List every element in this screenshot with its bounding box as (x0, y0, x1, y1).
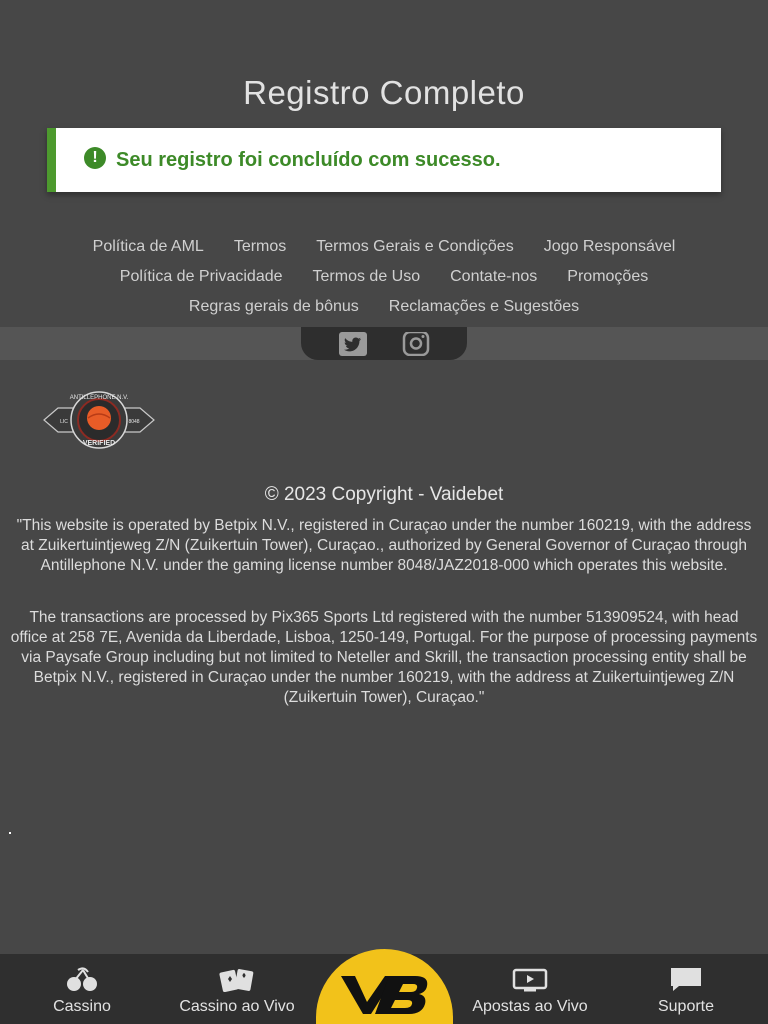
svg-text:LIC: LIC (60, 419, 68, 425)
link-reclamacoes[interactable]: Reclamações e Sugestões (388, 298, 580, 315)
link-politica-privacidade[interactable]: Política de Privacidade (119, 268, 283, 285)
nav-label: Cassino ao Vivo (179, 998, 295, 1015)
footer-links (0, 232, 768, 322)
success-message: Seu registro foi concluído com sucesso. (116, 148, 501, 171)
nav-apostas-ao-vivo[interactable] (458, 954, 602, 1024)
link-contate-nos[interactable]: Contate-nos (450, 268, 538, 285)
legal-text-operator: "This website is operated by Betpix N.V., registered in Curaçao under the number 160219, with the address at Zuikertuintjeweg Z/N (Zuikertuin Tower), Curaçao., authorized by General Governor of Curaçao through Antillephone N.V. under the gaming license number 8048/JAZ2018-000 which operates this website. (16, 517, 752, 574)
link-jogo-responsavel[interactable]: Jogo Responsável (543, 238, 676, 255)
nav-label: Apostas ao Vivo (472, 998, 588, 1015)
link-termos-gerais[interactable]: Termos Gerais e Condições (316, 238, 514, 255)
svg-text:ANTILLEPHONE N.V.: ANTILLEPHONE N.V. (69, 395, 129, 401)
antillephone-verified-badge[interactable] (42, 388, 156, 452)
footer-links-row-1 (0, 232, 768, 262)
footer-links-row-3 (0, 292, 768, 322)
link-termos-de-uso[interactable]: Termos de Uso (312, 268, 421, 285)
chat-bubble-icon (669, 966, 703, 992)
legal-text-transactions: The transactions are processed by Pix365 Sports Ltd registered with the number 513909524, with head office at 258 7E, Avenida da Liberdade, Lisboa, 1250-149, Portugal. For the purpose of processing payments via Paysafe Group including but not limited to Neteller and Skrill, the transaction processing entity shall be Betpix N.V., registered in Curaçao under the number 160219, with the address at Zuikertuintjeweg Z/N (Zuikertuin Tower), Curaçao." (10, 609, 758, 706)
exclamation-circle-icon: ! (84, 147, 106, 169)
success-alert (47, 128, 721, 192)
nav-label: Suporte (657, 998, 715, 1015)
live-tv-icon (512, 966, 548, 992)
link-regras-bonus[interactable]: Regras gerais de bônus (188, 298, 359, 315)
playing-cards-icon (219, 966, 255, 992)
link-politica-aml[interactable]: Política de AML (92, 238, 204, 255)
nav-suporte[interactable] (646, 954, 726, 1024)
link-termos[interactable]: Termos (233, 238, 287, 255)
nav-label: Cassino (53, 998, 111, 1015)
svg-text:8048: 8048 (128, 419, 140, 425)
copyright: © 2023 Copyright - Vaidebet (264, 484, 504, 505)
social-links (301, 327, 467, 360)
instagram-icon[interactable] (400, 331, 432, 357)
nav-cassino[interactable] (42, 954, 122, 1024)
stray-dot (9, 832, 11, 834)
twitter-icon[interactable] (337, 331, 369, 357)
footer-links-row-2 (0, 262, 768, 292)
link-promocoes[interactable]: Promoções (567, 268, 649, 285)
cherries-icon (64, 966, 100, 992)
vaidebet-logo-icon (335, 964, 435, 1024)
svg-text:VERIFIED: VERIFIED (82, 440, 116, 447)
page-title: Registro Completo (243, 74, 525, 111)
nav-cassino-ao-vivo[interactable] (166, 954, 308, 1024)
